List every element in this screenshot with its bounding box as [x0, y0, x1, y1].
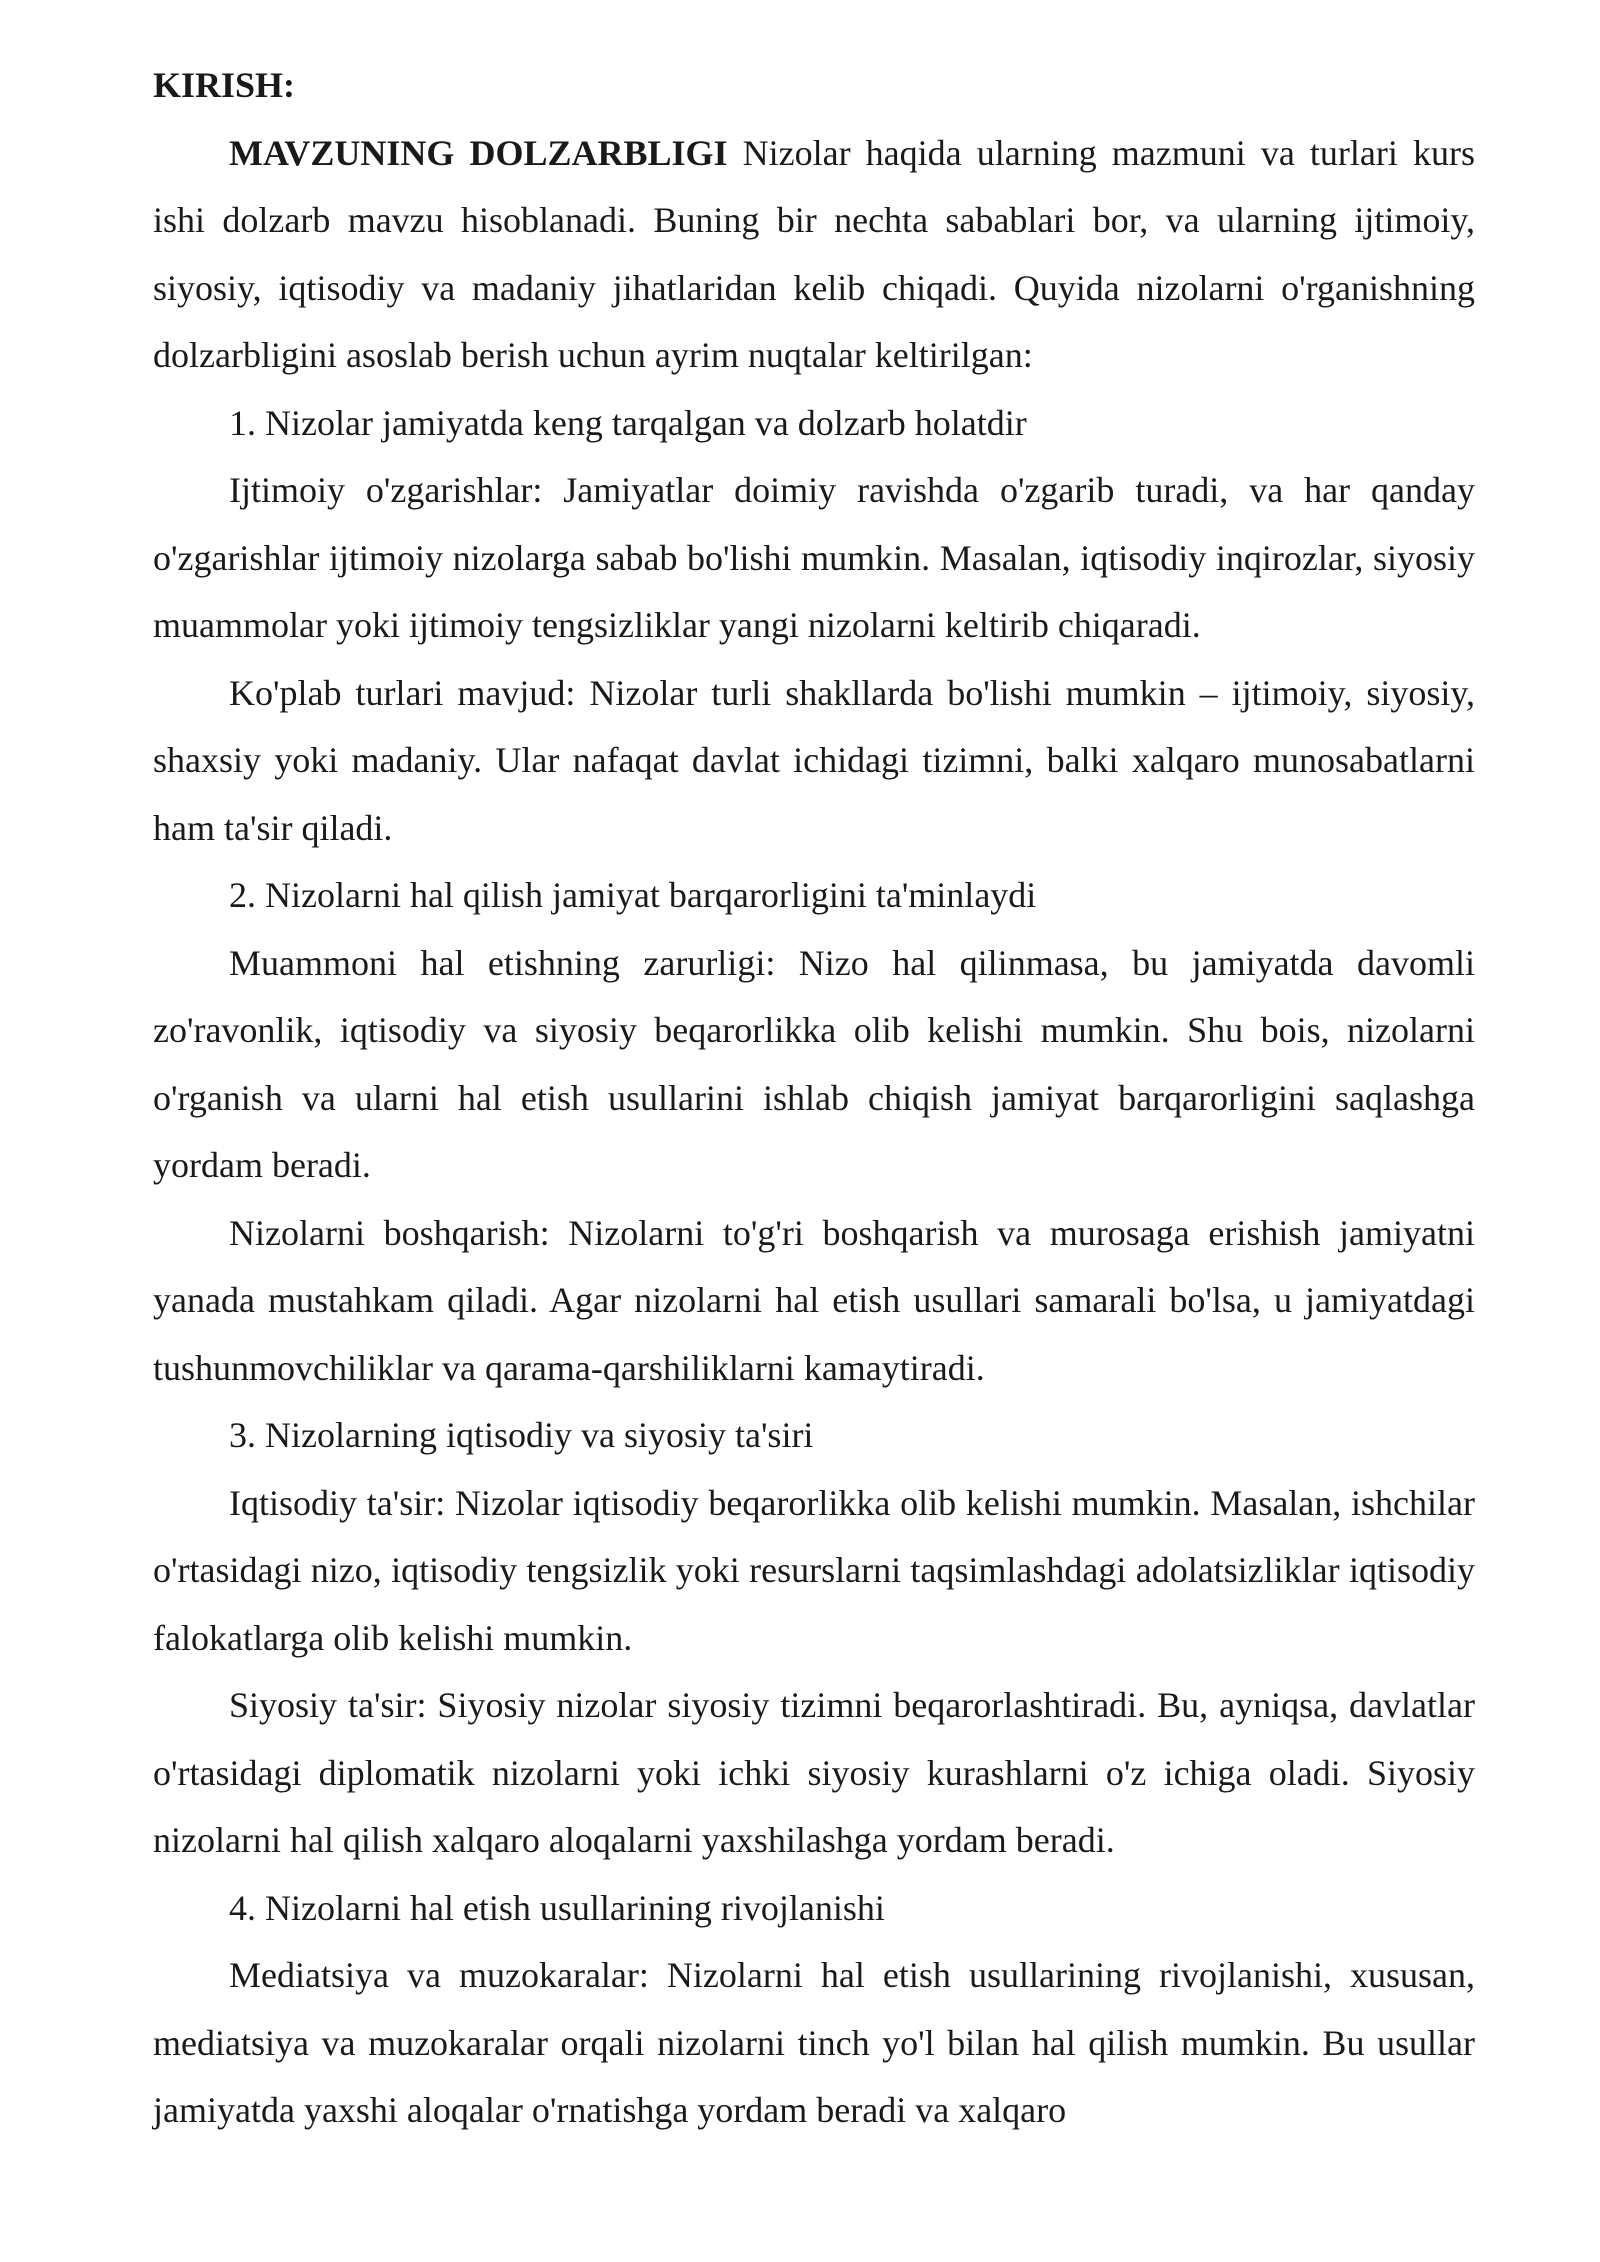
intro-lead: MAVZUNING DOLZARBLIGI	[229, 132, 728, 173]
body-paragraph: Siyosiy ta'sir: Siyosiy nizolar siyosiy tizimni beqarorlashtiradi. Bu, ayniqsa, davlatlar o'rtasidagi diplomatik nizolarni yoki ichki siyosiy kurashlarni o'z ichiga oladi. Siyosiy nizolarni hal qilish xalqaro aloqalarni yaxshilashga yordam beradi.	[153, 1685, 1475, 1860]
section-heading: KIRISH:	[153, 65, 296, 105]
body-paragraph: Ko'plab turlari mavjud: Nizolar turli shakllarda bo'lishi mumkin – ijtimoiy, siyosiy, shaxsiy yoki madaniy. Ular nafaqat davlat ichidagi tizimni, balki xalqaro munosabatlarni ham ta'sir qiladi.	[153, 672, 1475, 848]
intro-text: Nizolar haqida ularning mazmuni va turlari kurs ishi dolzarb mavzu hisoblanadi. Buning bir nechta sabablari bor, va ularning ijtimoiy, siyosiy, iqtisodiy va madaniy jihatlaridan kelib chiqadi. Quyida nizolarni o'rganishning dolzarbligini asoslab berish uchun ayrim nuqtalar keltirilgan:	[153, 132, 1475, 375]
intro-paragraph	[153, 120, 1475, 390]
list-item-title: 4. Nizolarni hal etish usullarining rivojlanishi	[229, 1887, 885, 1928]
body-paragraph: Mediatsiya va muzokaralar: Nizolarni hal etish usullarining rivojlanishi, xususan, mediatsiya va muzokaralar orqali nizolarni tinch yo'l bilan hal qilish mumkin. Bu usullar jamiyatda yaxshi aloqalar o'rnatishga yordam beradi va xalqaro	[153, 1955, 1475, 2130]
body-paragraph: Nizolarni boshqarish: Nizolarni to'g'ri boshqarish va murosaga erishish jamiyatni yanada mustahkam qiladi. Agar nizolarni hal etish usullari samarali bo'lsa, u jamiyatdagi tushunmovchiliklar va qarama-qarshiliklarni kamaytiradi.	[153, 1212, 1475, 1388]
body-paragraph: Iqtisodiy ta'sir: Nizolar iqtisodiy beqarorlikka olib kelishi mumkin. Masalan, ishchilar o'rtasidagi nizo, iqtisodiy tengsizlik yoki resurslarni taqsimlashdagi adolatsizliklar iqtisodiy falokatlarga olib kelishi mumkin.	[153, 1482, 1475, 1658]
body-paragraph: Ijtimoiy o'zgarishlar: Jamiyatlar doimiy ravishda o'zgarib turadi, va har qanday o'zgarishlar ijtimoiy nizolarga sabab bo'lishi mumkin. Masalan, iqtisodiy inqirozlar, siyosiy muammolar yoki ijtimoiy tengsizliklar yangi nizolarni keltirib chiqaradi.	[153, 470, 1475, 645]
body-paragraph: Muammoni hal etishning zarurligi: Nizo hal qilinmasa, bu jamiyatda davomli zo'ravonlik, iqtisodiy va siyosiy beqarorlikka olib kelishi mumkin. Shu bois, nizolarni o'rganish va ularni hal etish usullarini ishlab chiqish jamiyat barqarorligini saqlashga yordam beradi.	[153, 942, 1475, 1185]
list-item-title: 1. Nizolar jamiyatda keng tarqalgan va dolzarb holatdir	[229, 402, 1027, 443]
list-item-title: 2. Nizolarni hal qilish jamiyat barqarorligini ta'minlaydi	[229, 875, 1037, 915]
list-item-title: 3. Nizolarning iqtisodiy va siyosiy ta'siri	[229, 1415, 814, 1455]
document-page	[153, 52, 1475, 2145]
